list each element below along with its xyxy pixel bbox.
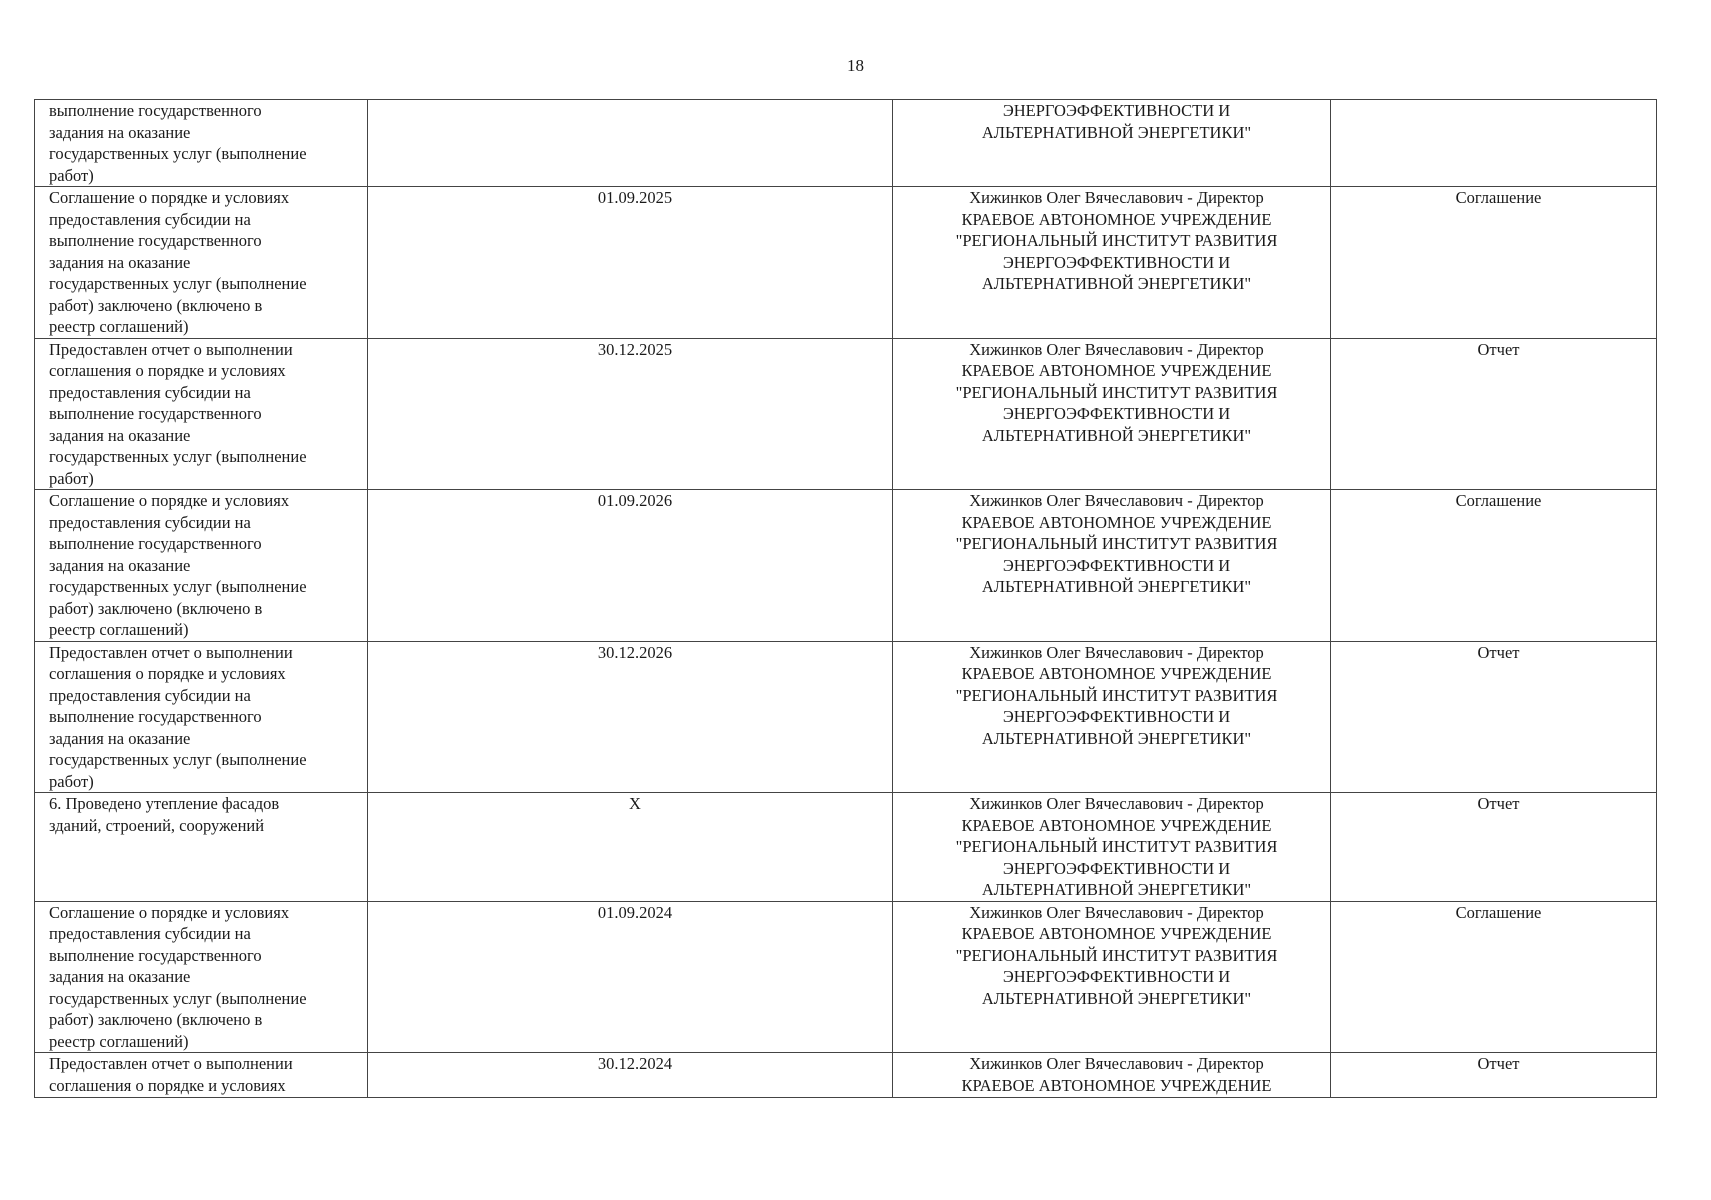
doc-type-text: Отчет	[1477, 339, 1520, 359]
doc-type-text: Соглашение	[1455, 491, 1542, 510]
doc-type-cell	[1331, 793, 1657, 902]
doc-type-text: Отчет	[1477, 794, 1520, 813]
responsible-cell	[893, 187, 1331, 339]
responsible-cell	[893, 1053, 1331, 1098]
doc-type-cell	[1331, 100, 1657, 187]
doc-type-cell	[1331, 490, 1657, 642]
table-row	[35, 901, 1657, 1053]
responsible-cell	[893, 338, 1331, 490]
responsible-text: Хижинков Олег Вячеславович - Директор КРАЕВОЕ АВТОНОМНОЕ УЧРЕЖДЕНИЕ "РЕГИОНАЛЬНЫЙ ИНСТИТУТ РАЗВИТИЯ ЭНЕРГОЭФФЕКТИВНОСТИ И АЛЬТЕРНАТИВНОЙ ЭНЕРГЕТИКИ"	[955, 642, 1278, 748]
doc-type-cell	[1331, 641, 1657, 793]
description-cell	[35, 187, 368, 339]
description-text: Соглашение о порядке и условиях предоставления субсидии на выполнение государственного задания на оказание государственных услуг (выполнение работ) заключено (включено в реестр соглашений)	[49, 491, 307, 639]
responsible-text: Хижинков Олег Вячеславович - Директор КРАЕВОЕ АВТОНОМНОЕ УЧРЕЖДЕНИЕ "РЕГИОНАЛЬНЫЙ ИНСТИТУТ РАЗВИТИЯ ЭНЕРГОЭФФЕКТИВНОСТИ И АЛЬТЕРНАТИВНОЙ ЭНЕРГЕТИКИ"	[955, 491, 1278, 596]
doc-type-text: Соглашение	[1455, 902, 1542, 922]
responsible-cell	[893, 100, 1331, 187]
description-cell	[35, 338, 368, 490]
responsible-text: Хижинков Олег Вячеславович - Директор КРАЕВОЕ АВТОНОМНОЕ УЧРЕЖДЕНИЕ "РЕГИОНАЛЬНЫЙ ИНСТИТУТ РАЗВИТИЯ ЭНЕРГОЭФФЕКТИВНОСТИ И АЛЬТЕРНАТИВНОЙ ЭНЕРГЕТИКИ"	[955, 902, 1278, 1008]
responsible-text: Хижинков Олег Вячеславович - Директор КРАЕВОЕ АВТОНОМНОЕ УЧРЕЖДЕНИЕ "РЕГИОНАЛЬНЫЙ ИНСТИТУТ РАЗВИТИЯ ЭНЕРГОЭФФЕКТИВНОСТИ И АЛЬТЕРНАТИВНОЙ ЭНЕРГЕТИКИ"	[955, 339, 1278, 445]
date-cell	[368, 901, 893, 1053]
description-cell	[35, 1053, 368, 1098]
responsible-text: ЭНЕРГОЭФФЕКТИВНОСТИ И АЛЬТЕРНАТИВНОЙ ЭНЕРГЕТИКИ"	[981, 101, 1252, 142]
doc-type-text: Соглашение	[1455, 188, 1542, 207]
date-text: 01.09.2024	[597, 902, 673, 922]
doc-type-cell	[1331, 187, 1657, 339]
date-cell	[368, 338, 893, 490]
description-text: Предоставлен отчет о выполнении соглашения о порядке и условиях	[49, 1054, 293, 1095]
date-text: 30.12.2024	[597, 1054, 673, 1073]
date-text: 30.12.2025	[597, 339, 673, 359]
table-row	[35, 100, 1657, 187]
table-row	[35, 1053, 1657, 1098]
responsible-cell	[893, 793, 1331, 902]
description-text: выполнение государственного задания на оказание государственных услуг (выполнение работ)	[49, 101, 307, 185]
doc-type-cell	[1331, 1053, 1657, 1098]
date-cell	[368, 100, 893, 187]
plan-table	[34, 99, 1657, 1098]
responsible-cell	[893, 901, 1331, 1053]
description-cell	[35, 641, 368, 793]
doc-type-cell	[1331, 338, 1657, 490]
table-row	[35, 641, 1657, 793]
doc-type-text: Отчет	[1477, 1054, 1520, 1073]
description-cell	[35, 100, 368, 187]
date-text: 01.09.2025	[597, 188, 673, 207]
date-text: X	[629, 794, 641, 813]
date-cell	[368, 641, 893, 793]
table-row	[35, 490, 1657, 642]
page-number: 18	[847, 56, 864, 75]
table-row	[35, 793, 1657, 902]
date-cell	[368, 187, 893, 339]
responsible-text: Хижинков Олег Вячеславович - Директор КРАЕВОЕ АВТОНОМНОЕ УЧРЕЖДЕНИЕ "РЕГИОНАЛЬНЫЙ ИНСТИТУТ РАЗВИТИЯ ЭНЕРГОЭФФЕКТИВНОСТИ И АЛЬТЕРНАТИВНОЙ ЭНЕРГЕТИКИ"	[955, 794, 1278, 899]
responsible-text: Хижинков Олег Вячеславович - Директор КРАЕВОЕ АВТОНОМНОЕ УЧРЕЖДЕНИЕ	[961, 1054, 1272, 1095]
description-cell	[35, 490, 368, 642]
table-row	[35, 187, 1657, 339]
table-row	[35, 338, 1657, 490]
responsible-cell	[893, 490, 1331, 642]
responsible-cell	[893, 641, 1331, 793]
date-cell	[368, 490, 893, 642]
date-text: 01.09.2026	[597, 491, 673, 510]
description-cell	[35, 793, 368, 902]
date-cell	[368, 1053, 893, 1098]
description-text: Соглашение о порядке и условиях предоставления субсидии на выполнение государственного задания на оказание государственных услуг (выполнение работ) заключено (включено в реестр соглашений)	[49, 188, 307, 336]
description-text: 6. Проведено утепление фасадов зданий, строений, сооружений	[49, 794, 280, 835]
date-cell	[368, 793, 893, 902]
doc-type-cell	[1331, 901, 1657, 1053]
description-text: Предоставлен отчет о выполнении соглашения о порядке и условиях предоставления субсидии на выполнение государственного задания на оказание государственных услуг (выполнение работ)	[49, 339, 307, 488]
description-text: Предоставлен отчет о выполнении соглашения о порядке и условиях предоставления субсидии на выполнение государственного задания на оказание государственных услуг (выполнение работ)	[49, 642, 307, 791]
description-cell	[35, 901, 368, 1053]
date-text: 30.12.2026	[597, 642, 673, 662]
doc-type-text: Отчет	[1477, 642, 1520, 662]
responsible-text: Хижинков Олег Вячеславович - Директор КРАЕВОЕ АВТОНОМНОЕ УЧРЕЖДЕНИЕ "РЕГИОНАЛЬНЫЙ ИНСТИТУТ РАЗВИТИЯ ЭНЕРГОЭФФЕКТИВНОСТИ И АЛЬТЕРНАТИВНОЙ ЭНЕРГЕТИКИ"	[955, 188, 1278, 293]
description-text: Соглашение о порядке и условиях предоставления субсидии на выполнение государственного задания на оказание государственных услуг (выполнение работ) заключено (включено в реестр соглашений)	[49, 902, 307, 1051]
